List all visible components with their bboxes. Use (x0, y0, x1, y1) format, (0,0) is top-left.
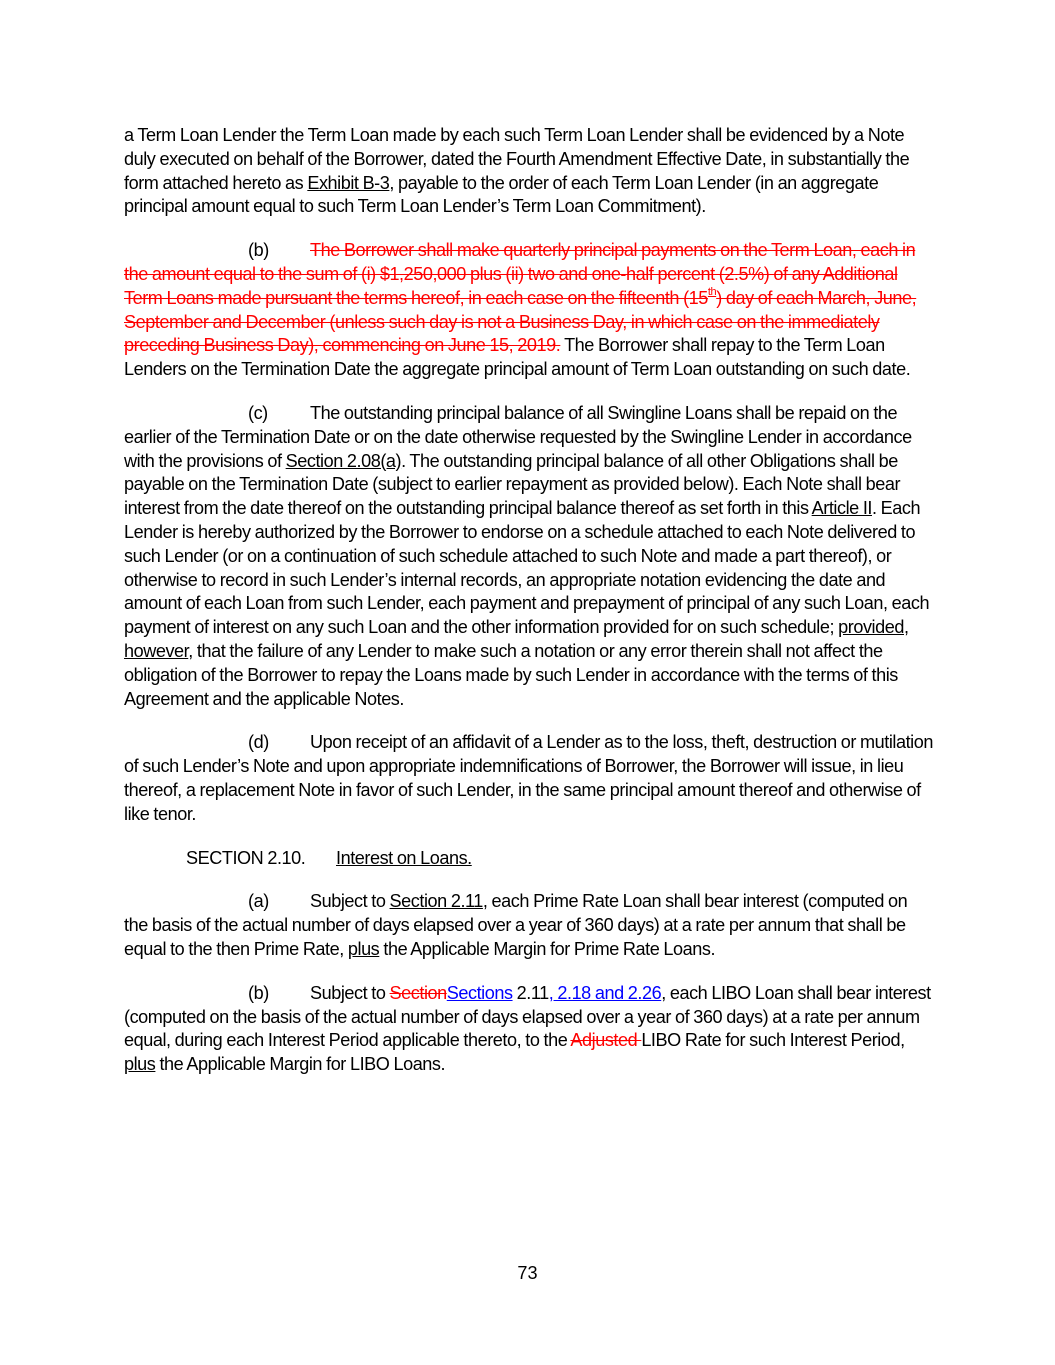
plus-term: plus (347, 938, 380, 959)
provided-however: provided, however (124, 617, 909, 661)
document-page (124, 124, 934, 1097)
paragraph-text: , each Prime Rate Loan shall bear interest (computed on the basis of the actual number of days elapsed over a year of 360 days) at a rate per annum that shall be equal to the then Prime Rate, (124, 891, 908, 959)
clause-label: (b) (248, 982, 269, 1003)
clause-label: (d) (248, 732, 269, 753)
paragraph-text: The Borrower shall repay to the Term Loan Lenders on the Termination Date the aggregate principal amount of Term Loan outstanding on such date. (124, 335, 911, 380)
article-reference: Article II (811, 498, 872, 519)
paragraph-text: . Each Lender is hereby authorized by the Borrower to endorse on a schedule attached to each Note delivered to such Lender (or on a continuation of such schedule attached to such Note and made a part thereof), or otherwise to record in such Lender’s internal records, an appropriate notation evidencing the date and amount of each Loan from such Lender, each payment and prepayment of principal of any such Loan, each payment of interest on any such Loan and the other information provided for on such schedule; (124, 498, 930, 638)
section-reference: Section 2.08(a) (285, 450, 402, 471)
section-reference: Section 2.11 (389, 891, 483, 912)
paragraph-d-replacement-note (124, 731, 934, 826)
paragraph-text: Subject to (310, 982, 390, 1003)
clause-label: (b) (248, 240, 269, 261)
paragraph-text: , payable to the order of each Term Loan Lender (in an aggregate principal amount equal to such Term Loan Lender’s Term Loan Commitment). (124, 172, 879, 217)
paragraph-text: a Term Loan Lender the Term Loan made by each such Term Loan Lender shall be evidenced by a Note duly executed on behalf of the Borrower, dated the Fourth Amendment Effective Date, in substantially the form attached hereto as (124, 125, 910, 193)
paragraph-c-swingline (124, 402, 934, 711)
paragraph-a-prime-rate (124, 890, 934, 961)
paragraph-text: . The outstanding principal balance of all other Obligations shall be payable on the Termination Date (subject to earlier repayment as provided below). Each Note shall bear interest from the date thereof on the outstanding principal balance thereof as set forth in this (124, 450, 901, 519)
paragraph-text: the Applicable Margin for LIBO Loans. (155, 1054, 446, 1075)
section-number: SECTION 2.10. (186, 847, 306, 868)
paragraph-b-repayment (124, 239, 934, 382)
clause-label: (c) (248, 402, 268, 423)
deleted-text: The Borrower shall make quarterly principal payments on the Term Loan, each in the amount equal to the sum of (i) $1,250,000 plus (ii) two and one-half percent (2.5%) of any Additional Term Loans made pursuant the terms hereof, in each case on the fifteenth (15th) day of each March, June, September and December (unless such day is not a Business Day, in which case on the immediately preceding Business Day), commencing on June 15, 2019. (124, 240, 917, 356)
paragraph-text: the Applicable Margin for Prime Rate Loans. (379, 938, 716, 959)
deleted-text: Section (389, 982, 447, 1003)
paragraph-b-libo (124, 982, 934, 1077)
exhibit-reference: Exhibit B-3 (307, 172, 390, 193)
paragraph-text: , each LIBO Loan shall bear interest (computed on the basis of the actual number of days elapsed over a year of 360 days) at a rate per annum equal, during each Interest Period applicable thereto, to the (124, 982, 931, 1051)
page-number: 73 (517, 1263, 538, 1283)
section-title: Interest on Loans. (336, 847, 472, 868)
paragraph-term-loan-note (124, 124, 934, 219)
deleted-text: Adjusted (570, 1030, 642, 1051)
paragraph-text: Subject to (310, 891, 390, 912)
paragraph-text: The outstanding principal balance of all Swingline Loans shall be repaid on the earlier of the Termination Date or on the date otherwise requested by the Swingline Lender in accordance with the provisions of (124, 402, 912, 471)
paragraph-text: LIBO Rate for such Interest Period, (641, 1030, 905, 1051)
inserted-text: Sections (446, 982, 513, 1003)
paragraph-text: 2.11 (512, 982, 549, 1003)
section-heading (186, 847, 934, 871)
paragraph-text: Upon receipt of an affidavit of a Lender as to the loss, theft, destruction or mutilation of such Lender’s Note and upon appropriate indemnifications of Borrower, the Borrower will issue, in lieu thereof, a replacement Note in favor of such Lender, in the same principal amount thereof and otherwise of like tenor. (124, 732, 933, 824)
paragraph-text: , that the failure of any Lender to make such a notation or any error therein shall not affect the obligation of the Borrower to repay the Loans made by such Lender in accordance with the terms of this Agreement and the applicable Notes. (124, 640, 898, 709)
plus-term: plus (124, 1054, 156, 1075)
inserted-text: , 2.18 and 2.26 (548, 982, 662, 1003)
clause-label: (a) (248, 891, 269, 912)
